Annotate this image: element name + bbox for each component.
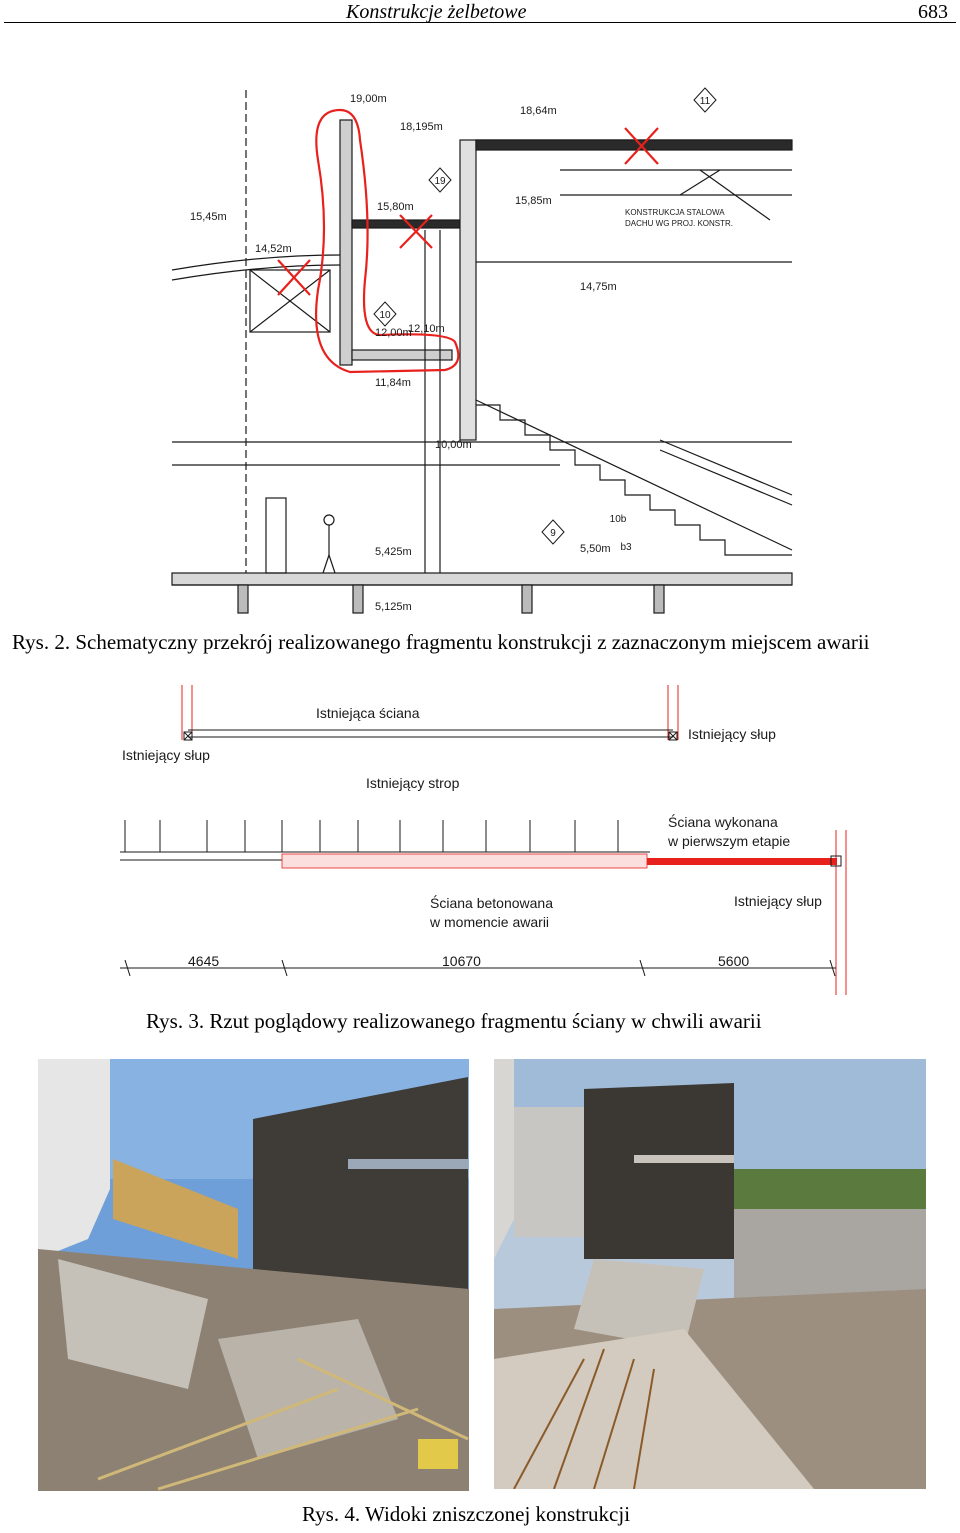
figure2-caption: Rys. 2. Schematyczny przekrój realizowanego fragmentu konstrukcji z zaznaczonym miejscem awarii: [12, 630, 870, 654]
axis-marker-11: 11: [699, 96, 711, 107]
label-existing-slab: Istniejący strop: [366, 775, 460, 791]
level-15-85: 15,85m: [515, 195, 552, 207]
axis-marker-10b: 10b: [609, 514, 627, 525]
level-14-52: 14,52m: [255, 243, 292, 255]
roof-note-line2: DACHU WG PROJ. KONSTR.: [625, 219, 734, 228]
level-14-75: 14,75m: [580, 281, 617, 293]
level-10-00: 10,00m: [435, 439, 472, 451]
dimension-4645: 4645: [188, 953, 220, 969]
figure3-caption: Rys. 3. Rzut poglądowy realizowanego fragmentu ściany w chwili awarii: [146, 1009, 762, 1033]
axis-marker-9: 9: [550, 528, 556, 539]
level-12-10: 12,10m: [408, 323, 445, 335]
level-15-80: 15,80m: [377, 201, 414, 213]
figure2-cross-section: [160, 80, 800, 620]
label-existing-column-left: Istniejący słup: [122, 747, 210, 763]
axis-marker-10: 10: [379, 310, 391, 321]
figure3-plan-view: [110, 680, 850, 1000]
label-existing-column-right-top: Istniejący słup: [688, 726, 776, 742]
label-wall-concreted-2: w momencie awarii: [430, 914, 550, 930]
level-18-64: 18,64m: [520, 105, 557, 117]
axis-marker-19: 19: [434, 176, 446, 187]
page-number: 683: [918, 1, 948, 23]
level-5-125: 5,125m: [375, 601, 412, 613]
axis-marker-b3: b3: [620, 542, 632, 553]
journal-title: Konstrukcje żelbetowe: [346, 1, 527, 23]
roof-note-line1: KONSTRUKCJA STALOWA: [625, 208, 725, 217]
level-12-00: 12,00m: [375, 327, 412, 339]
photo-left-collapsed-structure: [38, 1059, 469, 1491]
page-header: [4, 0, 956, 23]
level-5-50: 5,50m: [580, 543, 611, 555]
label-existing-column-right-bottom: Istniejący słup: [734, 893, 822, 909]
label-wall-concreted-1: Ściana betonowana: [430, 895, 553, 911]
figure4-caption: Rys. 4. Widoki zniszczonej konstrukcji: [302, 1502, 631, 1526]
label-existing-wall: Istniejąca ściana: [316, 705, 420, 721]
label-wall-first-stage-1: Ściana wykonana: [668, 814, 778, 830]
dimension-10670: 10670: [442, 953, 481, 969]
level-19-00: 19,00m: [350, 93, 387, 105]
level-15-45: 15,45m: [190, 211, 227, 223]
level-5-425: 5,425m: [375, 546, 412, 558]
level-18-195: 18,195m: [400, 121, 443, 133]
photo-right-damaged-construction: [494, 1059, 926, 1489]
label-wall-first-stage-2: w pierwszym etapie: [668, 833, 791, 849]
level-11-84: 11,84m: [375, 377, 411, 389]
dimension-5600: 5600: [718, 953, 750, 969]
